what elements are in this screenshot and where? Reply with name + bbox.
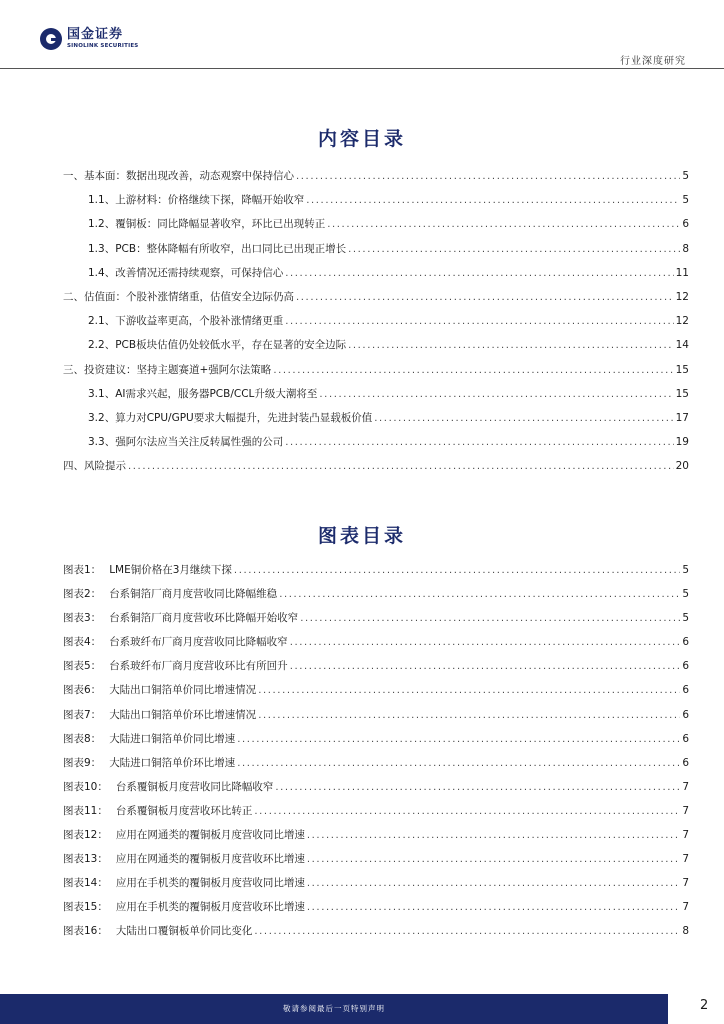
figure-entry-title: 大陆出口铜箔单价同比增速情况: [109, 684, 257, 697]
figure-entry-page: 6: [682, 756, 689, 769]
report-type: 行业深度研究: [620, 56, 686, 67]
figure-entry-title: 大陆出口覆铜板单价同比变化: [115, 925, 253, 938]
figure-entry-number: 图表14：: [63, 877, 108, 890]
figure-entry-page: 6: [682, 684, 689, 697]
figure-leader-dots: [307, 830, 680, 841]
toc-entry[interactable]: [63, 337, 689, 361]
figure-leader-dots: [254, 806, 680, 817]
figure-entry[interactable]: [63, 634, 689, 658]
figure-entry[interactable]: [63, 707, 689, 731]
toc-entry[interactable]: [63, 410, 689, 434]
figure-entry-title: 大陆出口铜箔单价环比增速情况: [109, 708, 257, 721]
toc-entry-label: 2.1、下游收益率更高，个股补涨情绪更重: [88, 315, 284, 328]
toc-entry-label: 1.1、上游材料：价格继续下探，降幅开始收窄: [88, 194, 305, 207]
figure-entry[interactable]: [63, 658, 689, 682]
toc-leader-dots: [296, 292, 674, 303]
figure-entry-page: 7: [682, 780, 689, 793]
toc-entry-page: 15: [675, 387, 689, 400]
figure-entry-title: 大陆进口铜箔单价环比增速: [109, 756, 236, 769]
toc-entry-page: 19: [675, 436, 689, 449]
figure-entry[interactable]: [63, 899, 689, 923]
figure-leader-dots: [237, 734, 680, 745]
figure-leader-dots: [258, 685, 680, 696]
toc-leader-dots: [285, 437, 673, 448]
toc-entry-label: 三、投资建议：坚持主题赛道+强阿尔法策略: [63, 363, 272, 376]
contents-title: 内容目录: [317, 128, 406, 150]
figure-entry[interactable]: [63, 851, 689, 875]
toc-entry[interactable]: [63, 386, 689, 410]
toc-entry-page: 11: [675, 266, 689, 279]
figure-entry-number: 图表11：: [63, 804, 108, 817]
figure-entry-title: 应用在网通类的覆铜板月度营收同比增速: [115, 829, 305, 842]
figure-entry[interactable]: [63, 731, 689, 755]
toc-entry-page: 5: [682, 194, 689, 207]
figure-entry-page: 5: [682, 588, 689, 601]
figure-entry-number: 图表16：: [63, 925, 108, 938]
toc-leader-dots: [306, 195, 680, 206]
toc-leader-dots: [285, 316, 673, 327]
figure-entry-number: 图表6：: [63, 684, 102, 697]
figure-leader-dots: [290, 637, 681, 648]
toc-entry[interactable]: [63, 265, 689, 289]
figure-leader-dots: [275, 782, 680, 793]
toc-entry-label: 二、估值面：个股补涨情绪重，估值安全边际仍高: [63, 290, 294, 303]
toc-entry[interactable]: [63, 192, 689, 216]
figure-leader-dots: [237, 758, 680, 769]
toc-entry-page: 20: [675, 460, 689, 473]
page-number: 2: [700, 998, 709, 1013]
toc-entry-label: 3.2、算力对CPU/GPU要求大幅提升，先进封装凸显载板价值: [88, 411, 373, 424]
figure-leader-dots: [290, 661, 681, 672]
figures-list: [63, 562, 689, 948]
toc-entry-label: 3.3、强阿尔法应当关注反转属性强的公司: [88, 436, 284, 449]
toc-entry-page: 12: [675, 315, 689, 328]
figure-entry-number: 图表7：: [63, 708, 102, 721]
figure-entry-number: 图表3：: [63, 612, 102, 625]
figure-entry[interactable]: [63, 586, 689, 610]
logo-name-en: SINOLINK SECURITIES: [67, 43, 139, 49]
figure-entry[interactable]: [63, 562, 689, 586]
toc-entry[interactable]: [63, 216, 689, 240]
figure-entry-title: LME铜价格在3月继续下探: [109, 564, 232, 576]
figure-entry-number: 图表9：: [63, 756, 102, 769]
figure-entry-page: 5: [682, 612, 689, 625]
figure-entry-number: 图表10：: [63, 780, 108, 793]
figure-entry-number: 图表2：: [63, 588, 102, 601]
figure-entry-title: 台系铜箔厂商月度营收同比降幅维稳: [109, 588, 278, 601]
figure-entry-page: 8: [682, 925, 689, 938]
toc-entry-label: 1.2、覆铜板：同比降幅显著收窄，环比已出现转正: [88, 218, 326, 231]
toc-entry-page: 17: [675, 411, 689, 424]
figure-entry-title: 台系覆铜板月度营收环比转正: [115, 804, 253, 817]
logo-name-cn: 国金证券: [67, 27, 124, 42]
figure-leader-dots: [254, 926, 680, 937]
figure-entry-page: 6: [682, 636, 689, 649]
toc-entry[interactable]: [63, 458, 689, 482]
toc-entry-label: 2.2、PCB板块估值仍处较低水平，存在显著的安全边际: [88, 339, 347, 352]
toc-entry-label: 3.1、AI需求兴起，服务器PCB/CCL升级大潮将至: [88, 387, 318, 400]
figure-entry-page: 5: [682, 564, 689, 576]
figure-entry-page: 6: [682, 732, 689, 745]
toc-leader-dots: [296, 171, 680, 182]
figure-entry-title: 台系铜箔厂商月度营收环比降幅开始收窄: [109, 612, 299, 625]
figure-leader-dots: [300, 613, 680, 624]
toc-entry-page: 6: [682, 218, 689, 231]
page-header: [0, 0, 724, 70]
toc-entry-page: 15: [675, 363, 689, 376]
toc-leader-dots: [273, 365, 673, 376]
toc-leader-dots: [285, 268, 673, 279]
figure-entry-number: 图表1：: [63, 564, 102, 576]
figures-title: 图表目录: [317, 525, 406, 547]
figure-entry-page: 7: [682, 853, 689, 866]
figure-entry-number: 图表8：: [63, 732, 102, 745]
toc-entry[interactable]: [63, 362, 689, 386]
toc-leader-dots: [319, 389, 673, 400]
figure-entry-page: 7: [682, 829, 689, 842]
toc-entry-page: 12: [675, 290, 689, 303]
toc-entry[interactable]: [63, 289, 689, 313]
figure-entry-page: 6: [682, 660, 689, 673]
figure-entry-title: 应用在手机类的覆铜板月度营收环比增速: [115, 901, 305, 914]
logo-icon: [40, 28, 62, 50]
logo-text: [67, 28, 138, 50]
toc-entry[interactable]: [63, 434, 689, 458]
figure-entry[interactable]: [63, 923, 689, 947]
toc-leader-dots: [327, 219, 680, 230]
figure-entry-page: 6: [682, 708, 689, 721]
figure-entry-number: 图表13：: [63, 853, 108, 866]
toc-leader-dots: [348, 244, 680, 255]
toc-entry-label: 1.3、PCB：整体降幅有所收窄，出口同比已出现正增长: [88, 242, 347, 255]
figure-entry-number: 图表5：: [63, 660, 102, 673]
figure-leader-dots: [307, 902, 680, 913]
figure-entry-page: 7: [682, 804, 689, 817]
figure-entry[interactable]: [63, 827, 689, 851]
figure-entry-title: 应用在手机类的覆铜板月度营收同比增速: [115, 877, 305, 890]
figure-entry-title: 台系玻纤布厂商月度营收同比降幅收窄: [109, 636, 288, 649]
toc-leader-dots: [374, 413, 673, 424]
toc-entry-page: 14: [675, 339, 689, 352]
figure-entry-page: 7: [682, 877, 689, 890]
toc-entry[interactable]: [63, 313, 689, 337]
toc-entry-page: 8: [682, 242, 689, 255]
footer-disclaimer: 敬请参阅最后一页特别声明: [283, 1004, 385, 1013]
contents-list: [63, 168, 689, 482]
toc-leader-dots: [348, 340, 674, 351]
figure-entry-title: 应用在网通类的覆铜板月度营收环比增速: [115, 853, 305, 866]
toc-entry-label: 四、风险提示: [63, 460, 126, 473]
figure-entry[interactable]: [63, 755, 689, 779]
figure-entry-number: 图表12：: [63, 829, 108, 842]
toc-entry[interactable]: [63, 168, 689, 192]
figure-entry-title: 台系玻纤布厂商月度营收环比有所回升: [109, 660, 288, 673]
header-divider: [0, 68, 724, 69]
figure-entry[interactable]: [63, 803, 689, 827]
figure-entry-number: 图表15：: [63, 901, 108, 914]
figure-leader-dots: [307, 878, 680, 889]
figure-entry-title: 大陆进口铜箔单价同比增速: [109, 732, 236, 745]
figure-entry[interactable]: [63, 682, 689, 706]
figure-entry-page: 7: [682, 901, 689, 914]
figure-entry[interactable]: [63, 875, 689, 899]
toc-entry-label: 1.4、改善情况还需持续观察，可保持信心: [88, 266, 284, 279]
company-logo: [40, 28, 138, 50]
figure-leader-dots: [307, 854, 680, 865]
figure-entry-title: 台系覆铜板月度营收同比降幅收窄: [115, 780, 274, 793]
figure-entry[interactable]: [63, 779, 689, 803]
toc-leader-dots: [128, 461, 674, 472]
figure-leader-dots: [234, 565, 680, 576]
figure-leader-dots: [258, 710, 680, 721]
toc-entry[interactable]: [63, 241, 689, 265]
figure-entry[interactable]: [63, 610, 689, 634]
toc-entry-label: 一、基本面：数据出现改善，动态观察中保持信心: [63, 170, 294, 182]
toc-entry-page: 5: [682, 170, 689, 182]
figure-entry-number: 图表4：: [63, 636, 102, 649]
figure-leader-dots: [279, 589, 680, 600]
